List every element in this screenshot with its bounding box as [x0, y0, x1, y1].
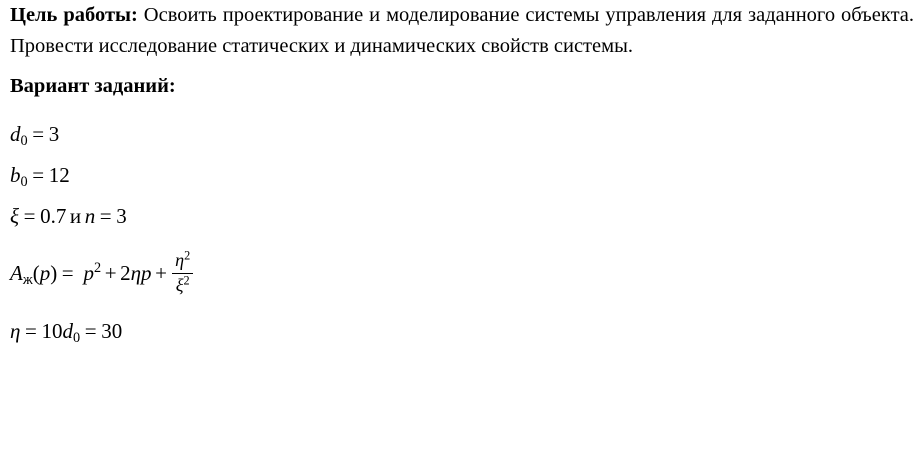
- equation-eta-value: 30: [101, 319, 123, 344]
- equation-b0-subscript: 0: [20, 173, 28, 190]
- equation-azh-plus-2: +: [155, 260, 167, 285]
- equation-xi-n: [0, 206, 922, 227]
- equation-azh-numerator-exponent: 2: [184, 248, 191, 263]
- equation-d0: [0, 122, 922, 149]
- equation-eta-symbol: η: [10, 319, 21, 344]
- variant-heading: Вариант заданий:: [10, 75, 176, 97]
- equation-d0-symbol: d: [10, 122, 21, 146]
- equation-azh-plus-1: +: [104, 260, 117, 285]
- equation-eta-equals-2: =: [84, 319, 97, 344]
- equation-eta: [0, 319, 922, 347]
- equation-azh-paren-close: ): [50, 260, 58, 285]
- equation-azh-fraction-numerator: [172, 248, 193, 272]
- equation-azh-fraction: [172, 248, 193, 295]
- goal-text: Освоить проектирование и моделирование системы управления для заданного объекта. Провести исследование статических и динамических свойств системы.: [10, 4, 915, 57]
- equation-d0-value: 3: [48, 122, 60, 146]
- equation-azh-term2-eta: η: [130, 260, 142, 285]
- equation-azh-symbol: A: [10, 260, 23, 285]
- equation-n-equals: =: [99, 204, 112, 228]
- equation-b0-symbol: b: [10, 163, 21, 187]
- equation-b0-value: 12: [48, 163, 70, 187]
- equation-d0-subscript: 0: [20, 132, 28, 149]
- equation-azh-denominator-base: ξ: [175, 274, 184, 295]
- equation-azh-term2-coefficient: 2: [120, 260, 131, 285]
- goal-label: Цель работы:: [10, 4, 138, 26]
- equation-eta-d-subscript: 0: [72, 330, 81, 347]
- equation-eta-d-symbol: d: [62, 319, 73, 344]
- equation-azh-term1-exponent: 2: [94, 260, 102, 277]
- equation-azh-subscript: ж: [22, 271, 33, 288]
- equation-azh-paren-open: (: [32, 260, 40, 285]
- equation-b0: [0, 163, 922, 190]
- equation-azh: [0, 248, 922, 295]
- equation-n-value: 3: [116, 204, 127, 228]
- equation-eta-coefficient: 10: [41, 319, 63, 344]
- equation-azh-denominator-exponent: 2: [183, 273, 190, 288]
- equation-d0-equals: =: [32, 122, 45, 146]
- equation-conjunction: и: [69, 204, 82, 228]
- equation-b0-equals: =: [32, 163, 45, 187]
- equation-eta-equals-1: =: [25, 319, 37, 344]
- equation-xi-equals: =: [23, 204, 36, 228]
- equation-n-symbol: n: [84, 204, 96, 228]
- equation-azh-term2-p: p: [141, 260, 152, 285]
- equation-azh-argument: p: [39, 260, 51, 285]
- equation-xi-value: 0.7: [40, 204, 67, 228]
- goal-paragraph: [0, 0, 922, 62]
- equation-azh-fraction-denominator: [172, 275, 193, 296]
- equation-azh-term1-base: p: [83, 260, 94, 285]
- equation-azh-numerator-base: η: [175, 250, 185, 270]
- equation-xi-symbol: ξ: [10, 204, 19, 228]
- equation-azh-equals: =: [61, 260, 74, 285]
